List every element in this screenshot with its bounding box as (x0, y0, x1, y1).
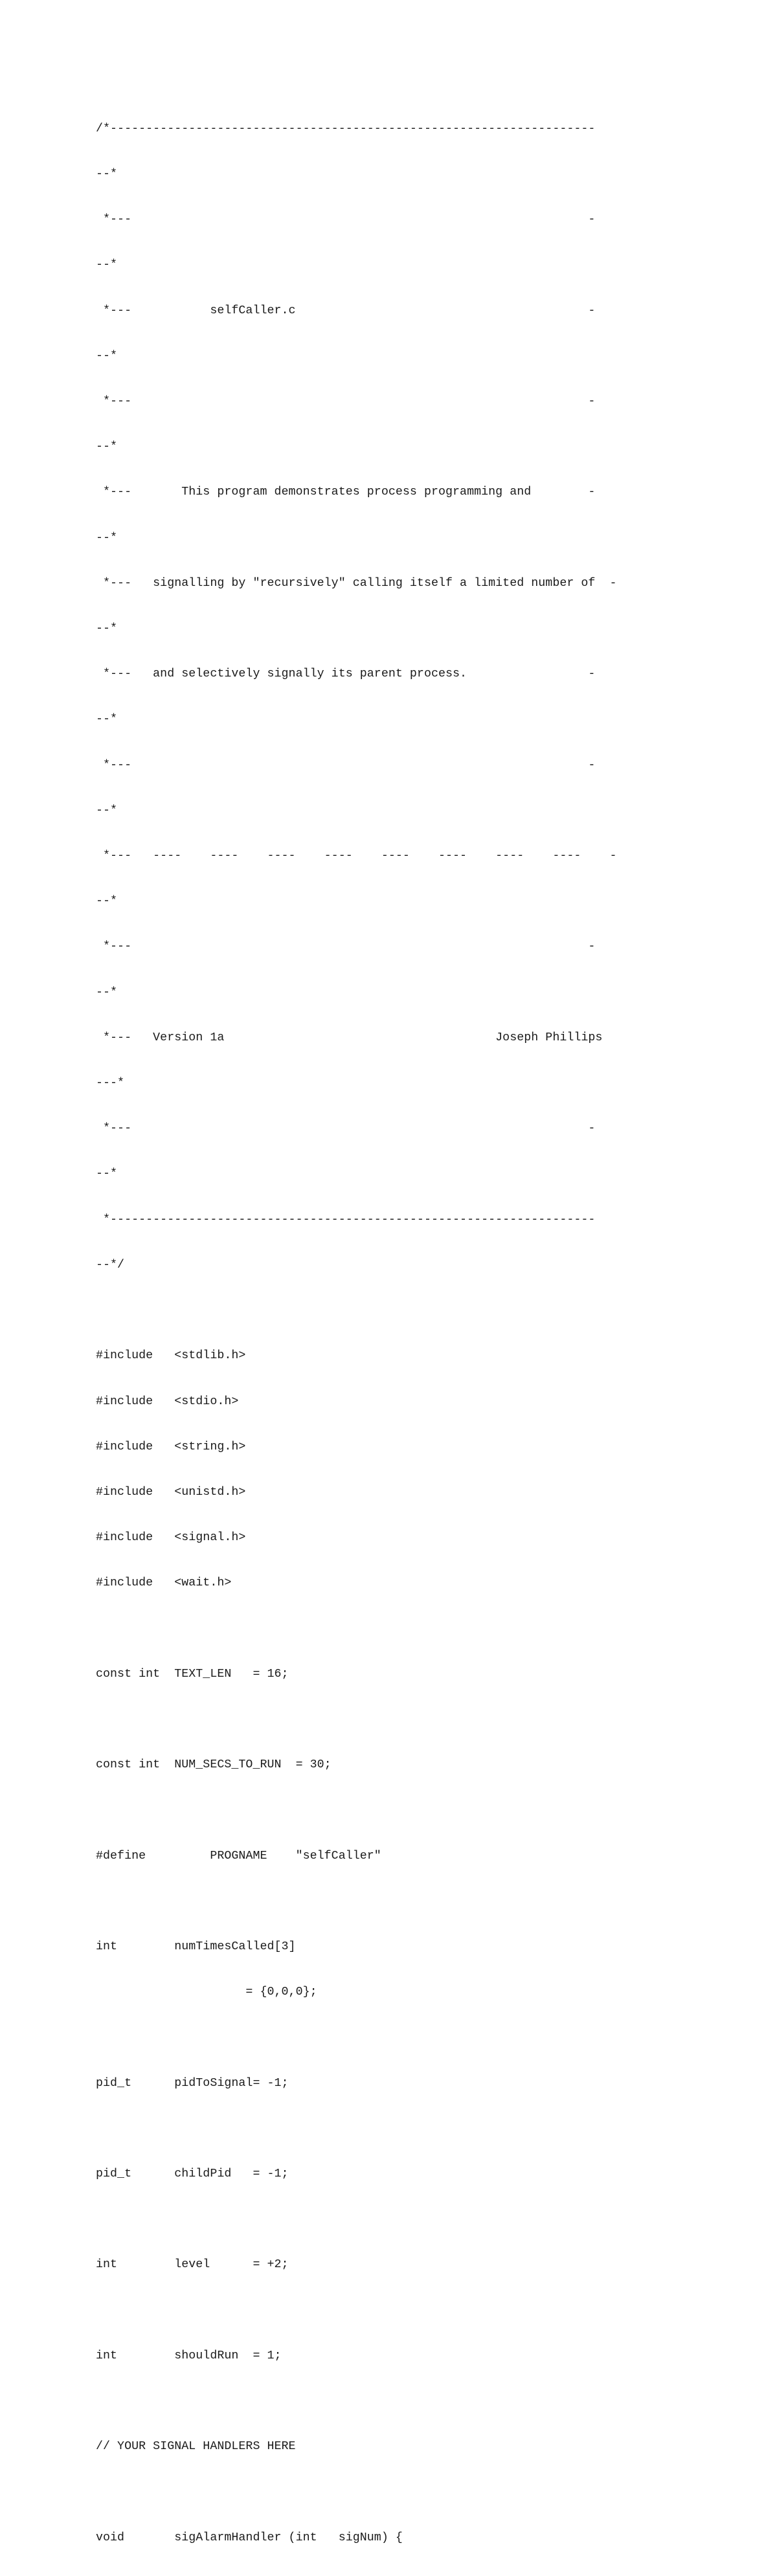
header-separator-line: *--- ---- ---- ---- ---- ---- ---- ---- ---- - (96, 849, 617, 863)
header-description-line: *--- signalling by "recursively" calling itself a limited number of - (96, 576, 617, 590)
variable-declaration: int level = +2; (96, 2258, 289, 2272)
header-comment-line: --* (96, 803, 118, 817)
code-comment: // YOUR SIGNAL HANDLERS HERE (96, 2440, 296, 2454)
header-comment-line: *--- - (96, 1122, 596, 1136)
blank-line (96, 1303, 717, 1318)
header-comment-line: --* (96, 531, 118, 544)
header-version-author: *--- Version 1a Joseph Phillips (96, 1031, 603, 1044)
header-comment-end: --*/ (96, 1258, 125, 1271)
blank-line (96, 1803, 717, 1818)
header-comment-line: *--- - (96, 213, 596, 227)
header-comment-bottom-border: *-------------------------------------------------------------------- (96, 1213, 596, 1226)
header-comment-line: --* (96, 258, 118, 272)
header-comment-line: --* (96, 622, 118, 636)
blank-line (96, 1712, 717, 1727)
header-comment-line: --* (96, 713, 118, 726)
header-description-line: *--- and selectively signally its parent process. - (96, 667, 596, 681)
header-comment-line: ---* (96, 1077, 125, 1090)
header-comment-line: --* (96, 349, 118, 363)
header-comment-line: --* (96, 440, 118, 454)
header-description-line: *--- This program demonstrates process programming and - (96, 486, 596, 499)
variable-initializer: = {0,0,0}; (96, 1986, 317, 1999)
blank-line (96, 2122, 717, 2136)
variable-declaration: int shouldRun = 1; (96, 2349, 282, 2362)
blank-line (96, 2212, 717, 2227)
variable-declaration: pid_t childPid = -1; (96, 2167, 289, 2180)
header-comment-line: *--- - (96, 758, 596, 772)
source-code-listing (96, 91, 717, 2576)
header-comment-line: --* (96, 168, 118, 181)
include-directive: #include <signal.h> (96, 1531, 246, 1545)
include-directive: #include <unistd.h> (96, 1485, 246, 1499)
blank-line (96, 1894, 717, 1909)
header-comment-line: --* (96, 1167, 118, 1181)
blank-line (96, 1622, 717, 1637)
include-directive: #include <string.h> (96, 1440, 246, 1453)
header-comment-line: *--- - (96, 395, 596, 409)
header-file-name: *--- selfCaller.c - (96, 304, 596, 317)
blank-line (96, 2303, 717, 2318)
const-declaration: const int TEXT_LEN = 16; (96, 1667, 289, 1681)
include-directive: #include <stdlib.h> (96, 1349, 246, 1363)
function-signature: void sigAlarmHandler (int sigNum) { (96, 2531, 403, 2544)
header-comment-line: --* (96, 895, 118, 908)
header-comment-line: --* (96, 985, 118, 999)
include-directive: #include <wait.h> (96, 1576, 232, 1590)
blank-line (96, 2485, 717, 2500)
define-directive: #define PROGNAME "selfCaller" (96, 1849, 381, 1863)
variable-declaration: int numTimesCalled[3] (96, 1940, 296, 1953)
header-comment-top-border: /*-------------------------------------------------------------------- (96, 122, 596, 135)
blank-line (96, 2394, 717, 2409)
include-directive: #include <stdio.h> (96, 1394, 239, 1408)
const-declaration: const int NUM_SECS_TO_RUN = 30; (96, 1758, 332, 1772)
blank-line (96, 2030, 717, 2045)
header-comment-line: *--- - (96, 940, 596, 954)
variable-declaration: pid_t pidToSignal= -1; (96, 2076, 289, 2090)
